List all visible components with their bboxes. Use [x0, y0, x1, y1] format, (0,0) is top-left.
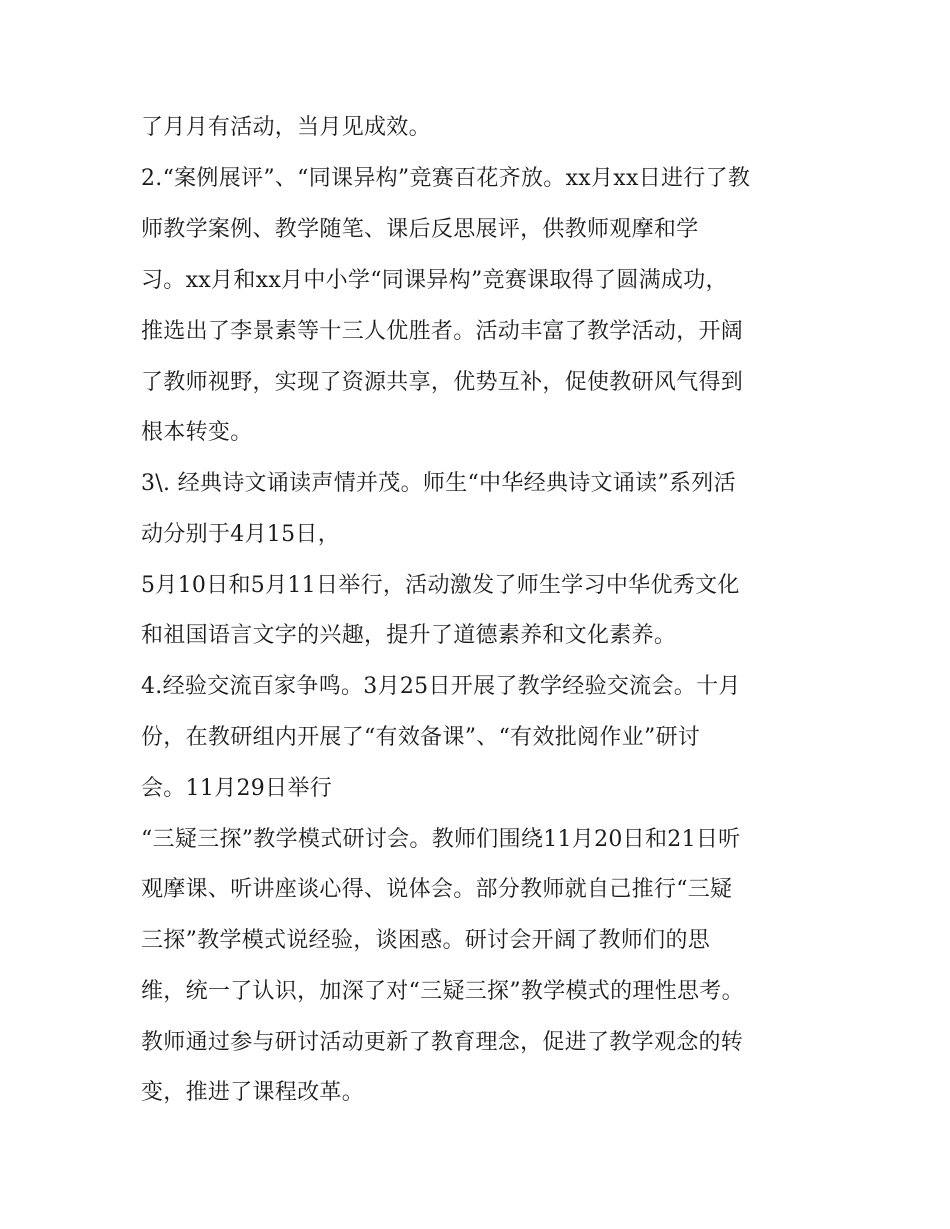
text-line: 4.经验交流百家争鸣。3月25日开展了教学经验交流会。十月: [141, 674, 741, 699]
text-line: 教师通过参与研讨活动更新了教育理念，促进了教学观念的转: [141, 1030, 744, 1055]
text-line: 师教学案例、教学随笔、课后反思展评，供教师观摩和学: [141, 217, 699, 242]
text-line: 会。11月29日举行: [141, 776, 332, 801]
text-line: “三疑三探”教学模式研讨会。教师们围绕11月20日和21日听: [141, 827, 741, 852]
text-line: 2.“案例展评”、“同课异构”竞赛百花齐放。xx月xx日进行了教: [141, 166, 751, 191]
text-line: 观摩课、听讲座谈心得、说体会。部分教师就自己推行“三疑: [141, 877, 733, 902]
text-line: 推选出了李景素等十三人优胜者。活动丰富了教学活动，开阔: [141, 319, 744, 344]
text-line: 了月月有活动，当月见成效。: [141, 115, 431, 140]
text-line: 3\. 经典诗文诵读声情并茂。师生“中华经典诗文诵读”系列活: [141, 471, 736, 496]
text-line: 根本转变。: [141, 420, 253, 445]
text-line: 了教师视野，实现了资源共享，优势互补，促使教研风气得到: [141, 370, 744, 395]
text-line: 动分别于4月15日，: [141, 522, 340, 547]
text-line: 和祖国语言文字的兴趣，提升了道德素养和文化素养。: [141, 623, 677, 648]
text-line: 份，在教研组内开展了“有效备课”、“有效批阅作业”研讨: [141, 725, 701, 750]
text-line: 三探”教学模式说经验，谈困惑。研讨会开阔了教师们的思: [141, 928, 711, 953]
text-line: 习。xx月和xx月中小学“同课异构”竞赛课取得了圆满成功，: [141, 268, 728, 293]
text-line: 5月10日和5月11日举行，活动激发了师生学习中华优秀文化: [141, 573, 740, 598]
text-line: 维，统一了认识，加深了对“三疑三探”教学模式的理性思考。: [141, 979, 744, 1004]
text-line: 变，推进了课程改革。: [141, 1080, 365, 1105]
